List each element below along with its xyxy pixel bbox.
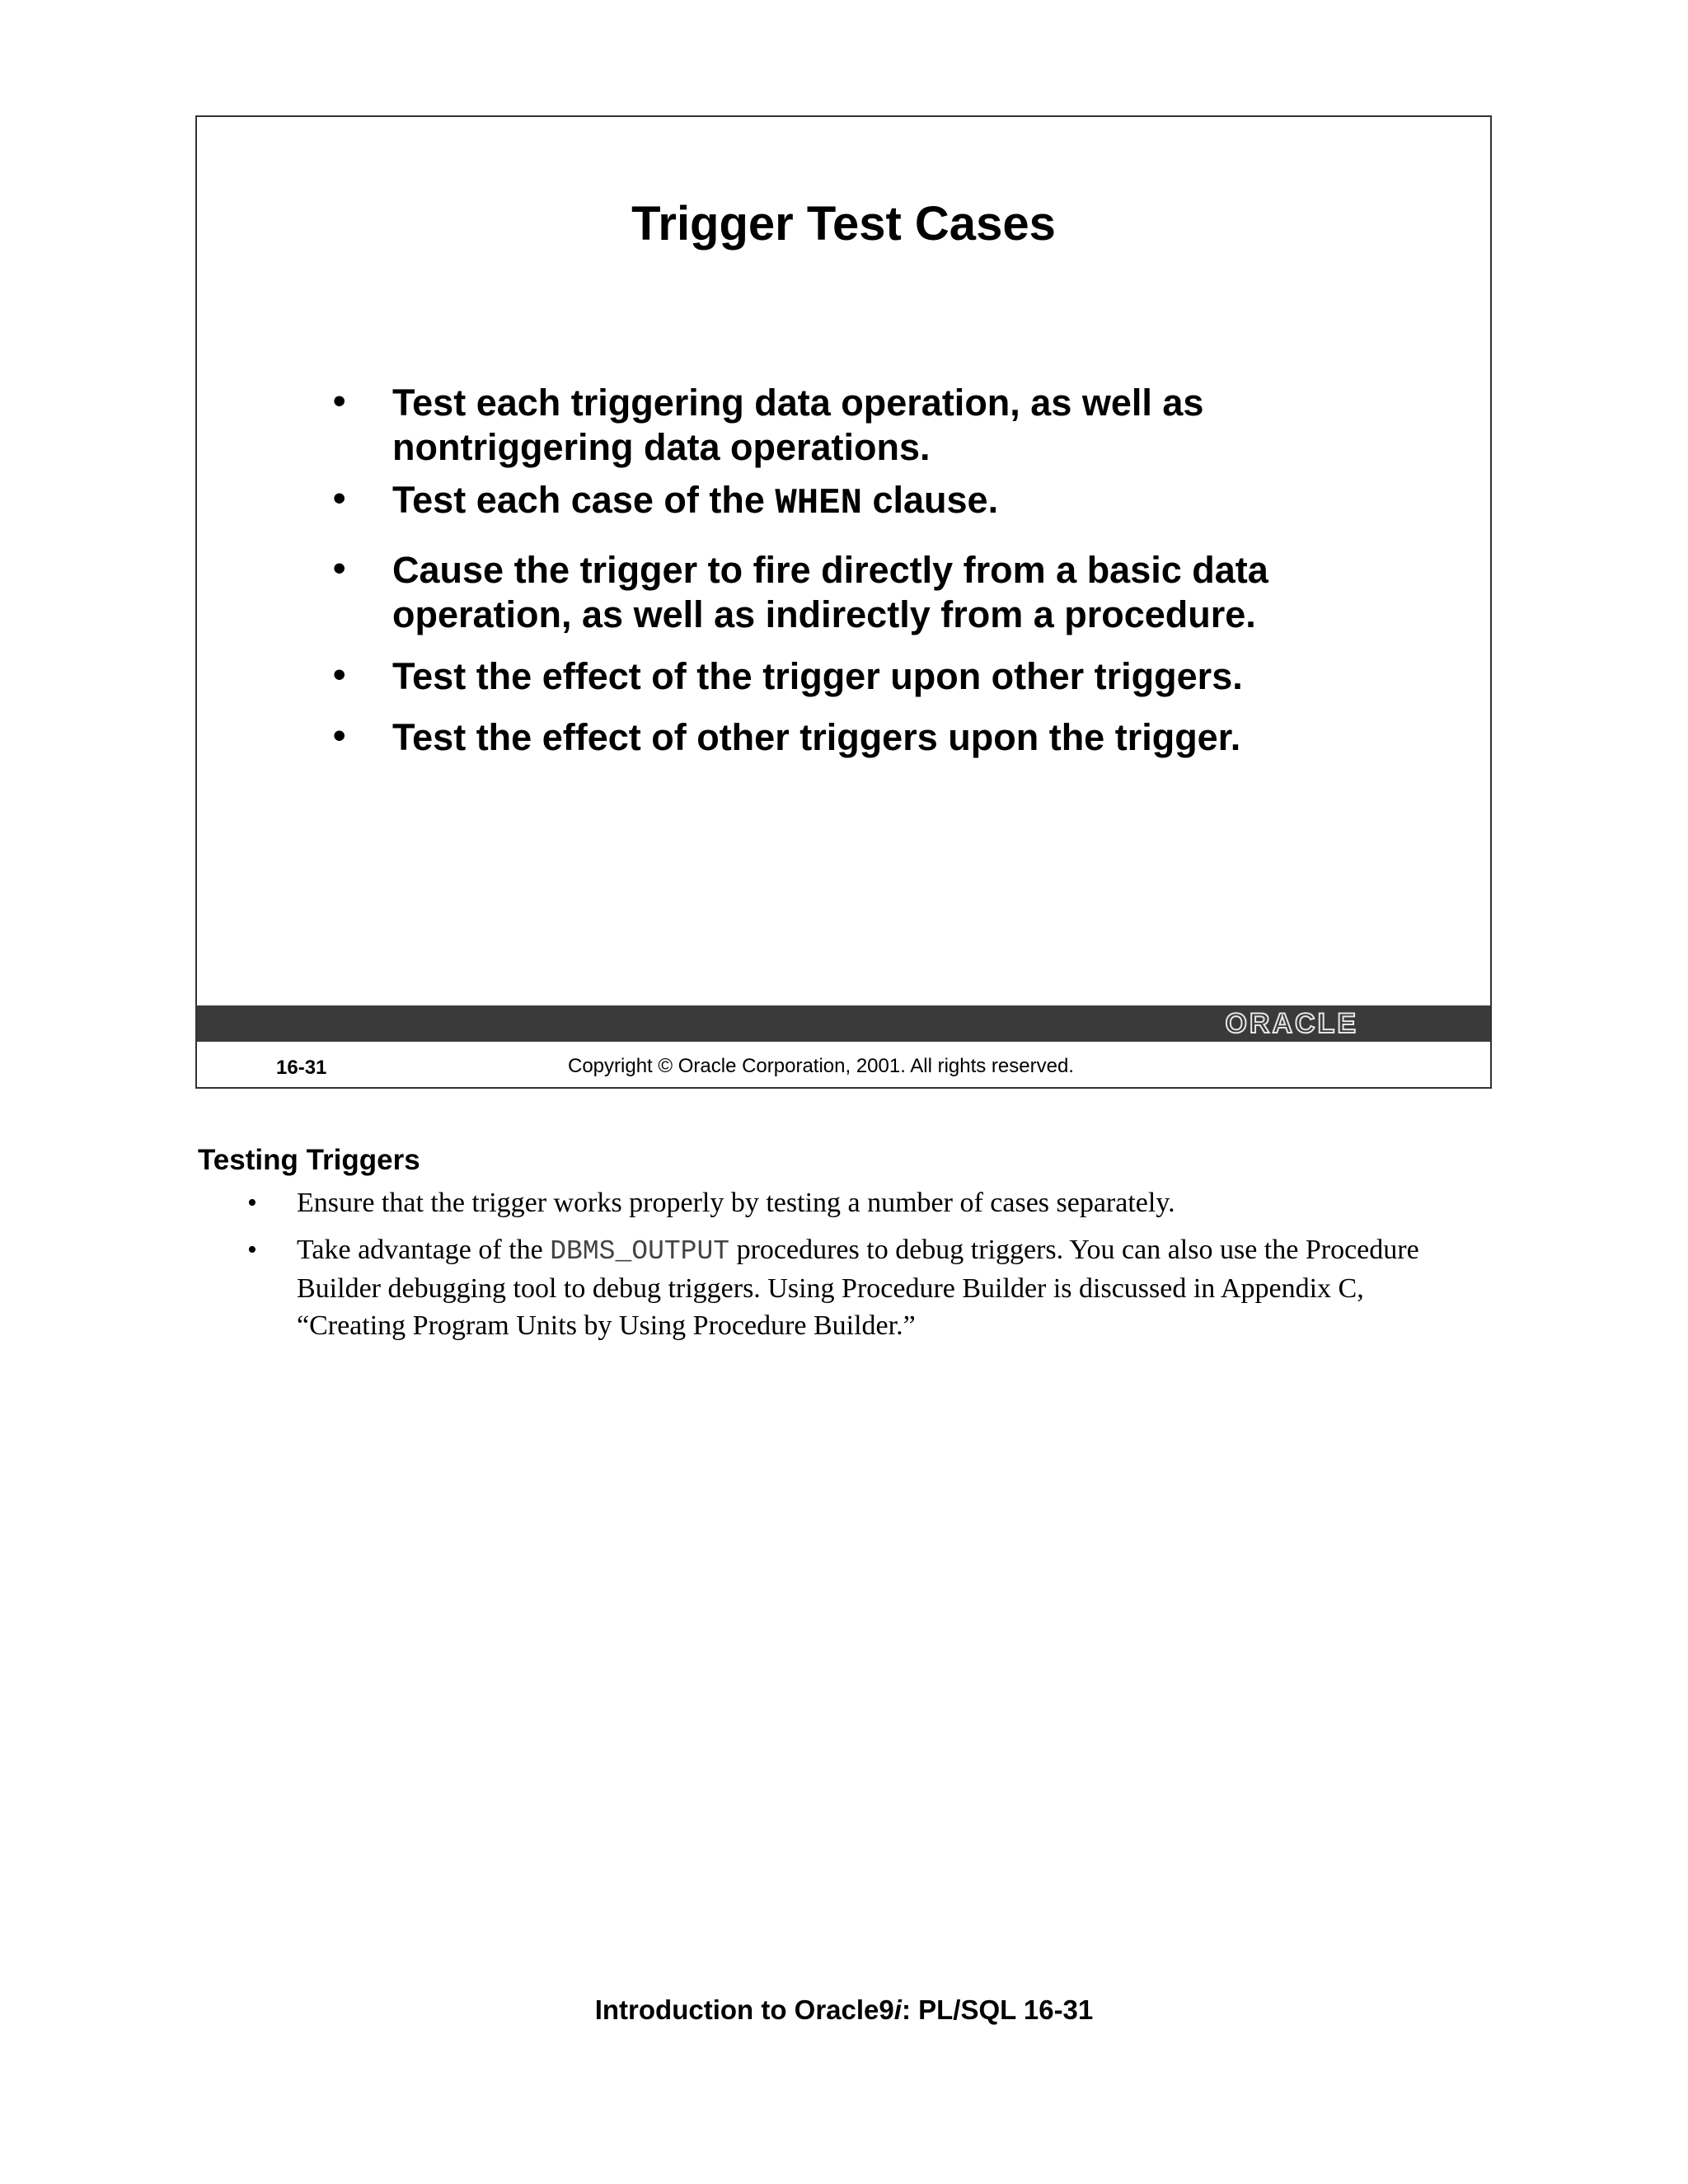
slide-bullet — [333, 548, 1431, 637]
slide-bullet-text: Test the effect of the trigger upon other triggers. — [392, 655, 1243, 697]
notes-bullet-text: Take advantage of the — [297, 1235, 551, 1265]
notes-bullet-code: DBMS_OUTPUT — [550, 1236, 730, 1267]
bullet-icon: • — [333, 654, 346, 695]
notes-bullet — [247, 1231, 1451, 1344]
slide-bullet-text: Test each triggering data operation, as well as nontriggering data operations. — [392, 382, 1204, 468]
slide-bullet — [333, 381, 1431, 470]
page-footer-text: Introduction to Oracle9 — [594, 1994, 894, 2025]
notes-bullet-text: procedures to debug triggers. You can also use the Procedure Builder debugging tool to debug triggers. Using Procedure Builder is discussed in Appendix C, “Creating Program Units by Using Procedure Builder.” — [297, 1235, 1419, 1341]
notes-bullet — [247, 1184, 1451, 1221]
slide-bullet-text: clause. — [861, 479, 999, 521]
slide-bullet-code: WHEN — [775, 483, 862, 524]
oracle-logo: ORACLE — [1225, 1008, 1358, 1039]
slide-bullet-text: Test the effect of other triggers upon the trigger. — [392, 716, 1241, 758]
slide-bullet-text: Test each case of the — [392, 479, 776, 521]
notes-heading: Testing Triggers — [198, 1144, 420, 1176]
slide-copyright: Copyright © Oracle Corporation, 2001. All rights reserved. — [568, 1055, 1074, 1077]
slide-bullet-text: Cause the trigger to fire directly from a basic data operation, as well as indirectly from a procedure. — [392, 549, 1268, 635]
slide-footer-bar — [197, 1005, 1490, 1042]
slide-frame — [195, 115, 1492, 1089]
bullet-icon: • — [333, 548, 346, 588]
slide-bullet — [333, 715, 1431, 760]
slide-bullet-list — [197, 117, 1490, 1087]
bullet-icon: • — [333, 381, 346, 421]
bullet-icon: • — [247, 1188, 257, 1218]
page-footer-italic: i — [893, 1994, 902, 2025]
bullet-icon: • — [333, 715, 346, 756]
slide-bullet — [333, 478, 1431, 526]
page-footer-text: : PL/SQL 16-31 — [901, 1994, 1094, 2025]
slide-number: 16-31 — [276, 1057, 327, 1079]
slide-bullet — [333, 654, 1431, 699]
page-footer — [0, 1994, 1688, 2026]
slide-title: Trigger Test Cases — [631, 197, 1056, 251]
bullet-icon: • — [333, 478, 346, 518]
notes-bullet-text: Ensure that the trigger works properly by testing a number of cases separately. — [297, 1188, 1175, 1218]
bullet-icon: • — [247, 1235, 257, 1265]
